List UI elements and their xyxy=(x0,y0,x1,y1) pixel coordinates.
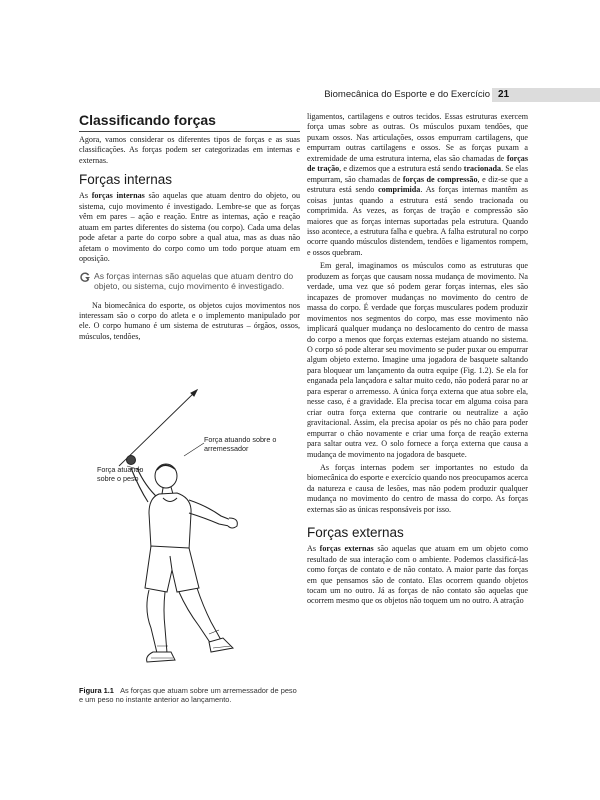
section-title: Classificando forças xyxy=(79,112,300,132)
right-column xyxy=(307,112,528,607)
caption-text: As forças que atuam sobre um arremessador de peso e um peso no instante anterior ao lançamento. xyxy=(79,686,297,705)
tension-compression-paragraph: ligamentos, cartilagens e outros tecidos. Essas estruturas exercem força umas sobre as outras. Os músculos puxam tendões, que puxam ossos. Nas articulações, ossos empurram cartilagens, que empurram outras cartilagens e ossos. Se as forças puxam a extremidade de uma estrutura interna, elas são chamadas de forças de tração, e dizemos que a estrutura está sendo tracionada. Se elas empurram, são chamadas de forças de compressão, e diz-se que a estrutura está sendo comprimida. As forças internas mantêm as coisas juntas quando a estrutura está sendo tracionada ou comprimida. As vezes, as forças de tração e compressão são maiores que as forças internas suportadas pela estrutura. Quando isso acontece, a estrutura falha e quebra. A falha estrutural no corpo ocorre quando músculos distendem, tendões e ligamentos rompem, e ossos quebram. xyxy=(307,112,529,257)
term-compressed: comprimida xyxy=(378,185,421,195)
running-title: Biomecânica do Esporte e do Exercício xyxy=(324,89,490,100)
label-force-on-athlete: Força atuando sobre o arremessador xyxy=(204,435,277,453)
label-force-on-shot: Força atuando sobre o peso xyxy=(97,465,144,483)
term-tension-forces: forças de tração xyxy=(307,153,528,174)
internal-forces-summary-paragraph: As forças internas podem ser importantes no estudo da biomecânica do esporte e exercício quando nos preocupamos acerca da natureza e causa de lesões, mas não podem produzir qualquer mudança no movimento do centro de massa do corpo. As forças externas são as únicas responsáveis por isso. xyxy=(307,462,528,514)
muscles-paragraph: Em geral, imaginamos os músculos como as estruturas que produzem as forças que causam nossa mudança de movimento. Na verdade, uma vez que só podem gerar forças internas, eles são incapazes de promover mudanças no movimento do centro de massa do corpo. É verdade que forças musculares podem produzir movimentos nos segmentos do corpo, mas esse movimento não implicará qualquer mudança no deslocamento do centro de massa do corpo a menos que forças externas estejam atuando no sistema. O corpo só pode alterar seu movimento se puder puxar ou empurrar algum objeto externo. Imagine uma jogadora de basquete saltando para bloquear um lançamento da outra equipe (Fig. 1.2). Se ela for enganada pela lançadora e saltar muito cedo, não poderá parar no ar para esperar o arremesso. A única força externa que atua sobre ela, nesse caso, é a gravidade. Ela precisa tocar em alguma coisa para criar outra força externa que contrarie ou neutralize a ação gravitacional. Assim, ela precisa apoiar os pés no chão para poder empurrar o chão novamente e criar uma força de reação externa para saltar outra vez. O solo fornece a força externa que causa a mudança de movimento na jogadora de basquete. xyxy=(307,261,528,459)
circular-arrow-icon xyxy=(79,271,91,283)
subsection-title-internal: Forças internas xyxy=(79,172,173,188)
term-external-forces: forças externas xyxy=(319,544,374,554)
intro-paragraph: Agora, vamos considerar os diferentes tipos de forças e as suas classificações. As forças podem ser categorizadas em internas e externas. xyxy=(79,135,300,165)
page-number: 21 xyxy=(498,89,510,100)
figure-caption xyxy=(79,686,300,705)
page-header xyxy=(0,88,600,102)
left-column xyxy=(79,112,300,342)
shot-putter-illustration xyxy=(79,348,300,678)
sport-biomechanics-paragraph: Na biomecânica do esporte, os objetos cujos movimentos nos interessam são o corpo do atleta e o implemento manipulado por ele. O corpo humano é um sistema de estruturas – órgãos, ossos, músculos, tendões, xyxy=(79,300,300,341)
term-tensioned: tracionada xyxy=(463,164,502,174)
subsection-title-external: Forças externas xyxy=(307,525,404,541)
figure-number: Figura 1.1 xyxy=(79,686,114,695)
figure-shot-putter xyxy=(79,348,300,678)
callout-text: As forças internas são aquelas que atuam dentro do objeto, ou sistema, cujo movimento é investigado. xyxy=(94,270,294,292)
key-point-callout xyxy=(79,271,300,292)
term-internal-forces: forças internas xyxy=(91,191,145,201)
external-forces-paragraph: As forças externas são aquelas que atuam em um objeto como resultado de sua interação com o ambiente. Podemos classificá-las como forças de contato e de não contato. A maior parte das forças em que pensamos são de contato. Elas ocorrem quando objetos tocam um no outro. Já as forças de não contato são aquelas que ocorrem mesmo que os objetos não toquem um no outro. A atração xyxy=(307,544,528,606)
internal-forces-paragraph: As forças internas são aquelas que atuam dentro do objeto, ou sistema, cujo movimento é investigado. Lembre-se que as forças vêm em pares – ação e reação. Entre as internas, ação e reação atuam em partes diferentes do sistema (ou corpo). Cada uma delas pode afetar a parte do corpo sobre a qual atua, mas as duas não afetam o movimento do corpo como um todo porque atuam em oposição. xyxy=(79,191,300,264)
term-compression-forces: forças de compressão xyxy=(402,174,478,184)
